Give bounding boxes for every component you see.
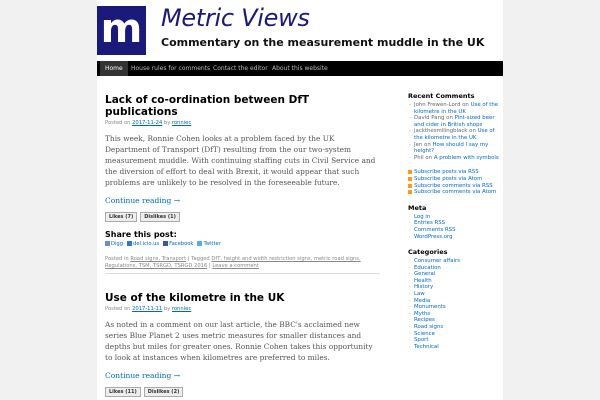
recent-comment-link[interactable]: A problem with symbols: [433, 154, 499, 161]
nav-house-rules[interactable]: House rules for comments: [131, 65, 211, 72]
nav-home[interactable]: Home: [100, 61, 128, 76]
category-link[interactable]: · Health: [408, 278, 503, 285]
recent-comment: - John Frewen-Lord on Use of the kilometre in the UK: [408, 102, 503, 115]
category-link[interactable]: · Science: [408, 331, 503, 338]
facebook-icon: [163, 241, 168, 246]
rating: [105, 212, 380, 222]
site-description: Commentary on the measurement muddle in the UK: [161, 36, 485, 49]
post-author[interactable]: ronniec: [171, 120, 192, 126]
category-link[interactable]: · History: [408, 284, 503, 291]
meta-link[interactable]: · Comments RSS: [408, 227, 503, 234]
likes-button[interactable]: Likes (7): [105, 212, 137, 222]
recent-comment: - David Pang on Pint-sized beer and cider in British shops: [408, 115, 503, 128]
post-excerpt: As noted in a comment on our last article, the BBC's acclaimed new series Blue Planet 2 uses metric measures for smaller distances and depths but miles for greater ones. Ronnie Cohen takes this opportunity to look at instances when kilometres are preferred to miles.: [105, 320, 373, 362]
nav-contact[interactable]: Contact the editor: [213, 65, 268, 72]
recent-comment: - Phil on A problem with symbols: [408, 155, 503, 162]
category-link[interactable]: · General: [408, 271, 503, 278]
recent-comment-link[interactable]: How should I say my height?: [414, 141, 489, 155]
post: [105, 292, 380, 397]
recent-comment-link[interactable]: Use of the kilometre in the UK: [414, 102, 499, 115]
delicious-icon: [127, 241, 132, 246]
post-date[interactable]: 2017-11-11: [132, 306, 163, 312]
meta-link[interactable]: · WordPress.org: [408, 234, 503, 241]
rating: [105, 387, 380, 397]
likes-button[interactable]: Likes (11): [105, 387, 141, 397]
digg-icon: [105, 241, 110, 246]
meta-label: Posted on: [105, 120, 131, 126]
category-link[interactable]: · Consumer affairs: [408, 258, 503, 265]
recent-comments-heading: Recent Comments: [408, 92, 475, 100]
share-links: [105, 241, 380, 247]
rss-link[interactable]: Subscribe comments via Atom: [408, 189, 503, 196]
share-facebook[interactable]: Facebook: [163, 241, 193, 247]
twitter-icon: [197, 241, 202, 246]
post-meta: Posted on 2017-11-11 by ronniec: [105, 306, 192, 312]
recent-comment-link[interactable]: Use of the kilometre in the UK: [414, 128, 495, 141]
share-heading: Share this post:: [105, 230, 177, 239]
category-link[interactable]: · Road signs: [408, 324, 503, 331]
recent-comments-widget: [408, 92, 503, 161]
category-link[interactable]: · Recipes: [408, 317, 503, 324]
post-author[interactable]: ronniec: [171, 306, 192, 312]
continue-reading-link[interactable]: Continue reading →: [105, 196, 180, 205]
post-footer-meta: Posted in Road signs, Transport | Tagged DfT, height and width restriction signs, metric road signs, Regulations, TSM, TSRGD, TSRGD 2016 | Leave a comment: [105, 256, 380, 274]
category-link[interactable]: · Sport: [408, 337, 503, 344]
post-date[interactable]: 2017-11-24: [132, 120, 163, 126]
category-link[interactable]: · Education: [408, 265, 503, 272]
post-meta: [105, 120, 380, 126]
post-categories[interactable]: Road signs, Transport: [130, 256, 187, 262]
post-title[interactable]: Lack of co-ordination between DfT publications: [105, 94, 310, 118]
meta-heading: Meta: [408, 203, 427, 212]
share-digg[interactable]: Digg: [105, 241, 123, 247]
meta-widget: [408, 204, 503, 240]
recent-comment: - Jen on How should I say my height?: [408, 142, 503, 155]
main-nav: [97, 61, 503, 76]
recent-comment: - jackthesmilingblack on Use of the kilometre in the UK: [408, 128, 503, 141]
categories-heading: Categories: [408, 248, 448, 257]
meta-link[interactable]: · Entries RSS: [408, 220, 503, 227]
rss-widget: [408, 169, 503, 195]
category-link[interactable]: · Law: [408, 291, 503, 298]
rss-link[interactable]: Subscribe posts via RSS: [408, 169, 503, 176]
rss-link[interactable]: Subscribe comments via RSS: [408, 183, 503, 190]
post-tags[interactable]: DfT, height and width restriction signs, metric road signs, Regulations, TSM, TSRGD, TSRGD 2016: [105, 256, 361, 269]
dislikes-button[interactable]: Dislikes (1): [140, 212, 180, 222]
category-link[interactable]: · Media: [408, 298, 503, 305]
dislikes-button[interactable]: Dislikes (2): [144, 387, 184, 397]
site-title[interactable]: Metric Views: [161, 4, 310, 32]
page: [97, 0, 503, 400]
meta-by: by: [163, 120, 171, 126]
leave-comment-link[interactable]: Leave a comment: [212, 263, 259, 269]
category-link[interactable]: · Technical: [408, 344, 503, 351]
post-excerpt: This week, Ronnie Cohen looks at a problem faced by the UK Department of Transport (DfT) resulting from the our two-system measurement muddle. With continuing staffing cuts in Civil Service and the diversion of effort to deal with Brexit, it would appear that such problems are unlikely to be resolved in the foreseeable future.: [105, 134, 376, 187]
rss-link[interactable]: Subscribe posts via Atom: [408, 176, 503, 183]
post: [105, 94, 380, 274]
meta-link[interactable]: · Log in: [408, 214, 503, 221]
main-content: [105, 76, 380, 397]
categories-widget: [408, 248, 503, 350]
nav-about[interactable]: About this website: [272, 65, 328, 72]
site-logo[interactable]: m: [97, 6, 146, 55]
sidebar: [408, 92, 503, 358]
share-twitter[interactable]: Twitter: [197, 241, 220, 247]
post-title[interactable]: Use of the kilometre in the UK: [105, 292, 285, 304]
share-delicious[interactable]: del.icio.us: [127, 241, 159, 247]
category-link[interactable]: · Myths: [408, 311, 503, 318]
continue-reading-link[interactable]: Continue reading →: [105, 371, 180, 380]
category-link[interactable]: · Monuments: [408, 304, 503, 311]
recent-comment-link[interactable]: Pint-sized beer and cider in British shops: [414, 115, 495, 128]
